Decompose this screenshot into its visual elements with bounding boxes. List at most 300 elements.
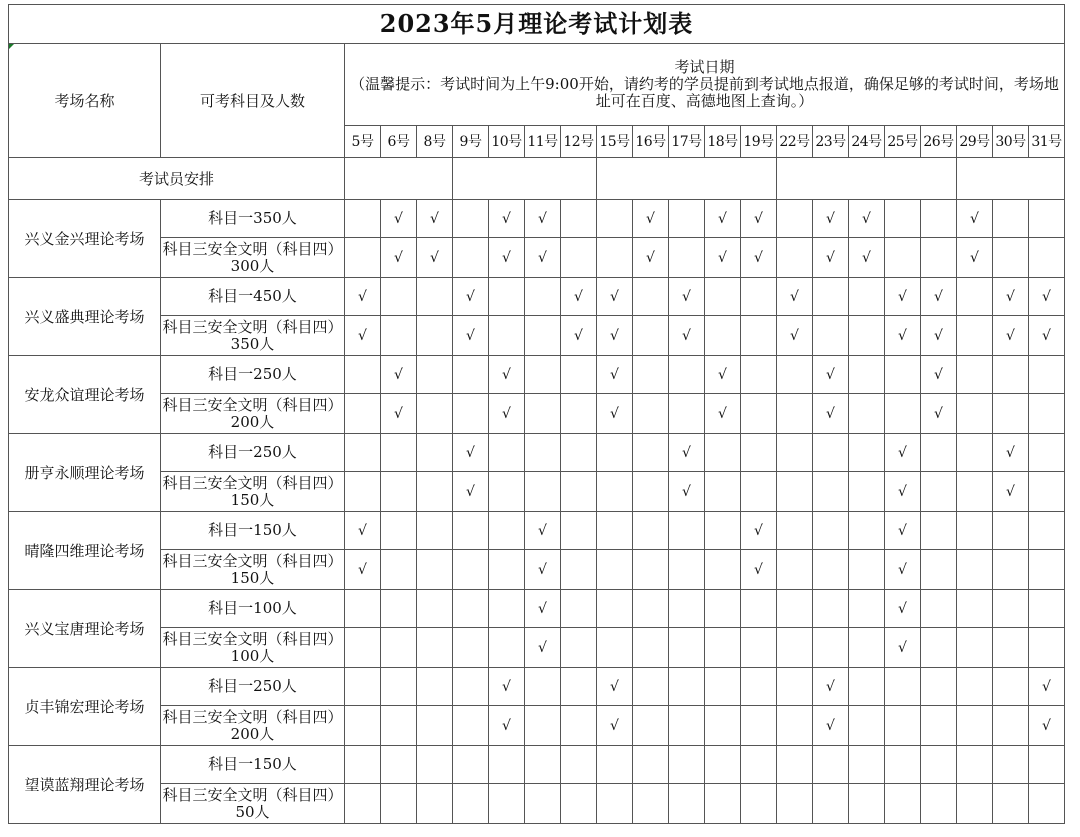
venue-name: 晴隆四维理论考场 (9, 512, 161, 590)
check-mark: √ (489, 238, 525, 278)
check-mark: √ (489, 200, 525, 238)
check-mark: √ (957, 200, 993, 238)
empty-cell (993, 628, 1029, 668)
empty-cell (453, 668, 489, 706)
day-header: 22号 (777, 126, 813, 158)
empty-cell (633, 356, 669, 394)
empty-cell (417, 590, 453, 628)
check-mark: √ (381, 394, 417, 434)
empty-cell (669, 550, 705, 590)
check-mark: √ (381, 200, 417, 238)
check-mark: √ (921, 278, 957, 316)
check-mark: √ (741, 238, 777, 278)
venue-name: 望谟蓝翔理论考场 (9, 746, 161, 824)
empty-cell (381, 746, 417, 784)
empty-cell (957, 394, 993, 434)
check-mark: √ (669, 316, 705, 356)
empty-cell (993, 746, 1029, 784)
empty-cell (705, 784, 741, 824)
empty-cell (633, 512, 669, 550)
empty-cell (921, 590, 957, 628)
empty-cell (777, 628, 813, 668)
check-mark: √ (885, 472, 921, 512)
check-mark: √ (597, 356, 633, 394)
empty-cell (813, 472, 849, 512)
empty-cell (417, 512, 453, 550)
empty-cell (489, 512, 525, 550)
empty-cell (741, 394, 777, 434)
empty-cell (849, 784, 885, 824)
empty-cell (993, 356, 1029, 394)
empty-cell (777, 784, 813, 824)
check-mark: √ (489, 394, 525, 434)
exam-date-title: 考试日期 (674, 58, 735, 76)
empty-cell (417, 434, 453, 472)
check-mark: √ (705, 356, 741, 394)
empty-cell (993, 706, 1029, 746)
check-mark: √ (921, 394, 957, 434)
empty-cell (561, 590, 597, 628)
check-mark: √ (885, 550, 921, 590)
empty-cell (1029, 746, 1065, 784)
check-mark: √ (381, 238, 417, 278)
check-mark: √ (1029, 668, 1065, 706)
empty-cell (669, 200, 705, 238)
empty-cell (777, 394, 813, 434)
empty-cell (957, 550, 993, 590)
empty-cell (597, 472, 633, 512)
check-mark: √ (345, 316, 381, 356)
check-mark: √ (849, 238, 885, 278)
empty-cell (777, 746, 813, 784)
check-mark: √ (813, 238, 849, 278)
table-row (9, 512, 1065, 550)
day-header: 8号 (417, 126, 453, 158)
empty-cell (345, 628, 381, 668)
day-header: 24号 (849, 126, 885, 158)
empty-cell (777, 200, 813, 238)
empty-cell (597, 628, 633, 668)
empty-cell (633, 472, 669, 512)
empty-cell (1029, 784, 1065, 824)
check-mark: √ (705, 200, 741, 238)
empty-cell (453, 784, 489, 824)
check-mark: √ (741, 550, 777, 590)
empty-cell (1029, 434, 1065, 472)
check-mark: √ (957, 238, 993, 278)
empty-cell (705, 472, 741, 512)
subject-quota: 科目三安全文明（科目四）300人 (161, 238, 345, 278)
empty-cell (417, 668, 453, 706)
exam-date-note: （温馨提示：考试时间为上午9:00开始，请约考的学员提前到考试地点报道，确保足够的考试时间，考场地址可在百度、高德地图上查询。） (350, 75, 1059, 110)
empty-cell (669, 512, 705, 550)
table-row (9, 200, 1065, 238)
examiner-slot (345, 158, 453, 200)
empty-cell (561, 434, 597, 472)
empty-cell (957, 472, 993, 512)
check-mark: √ (525, 590, 561, 628)
check-mark: √ (597, 316, 633, 356)
empty-cell (345, 472, 381, 512)
empty-cell (633, 746, 669, 784)
examiner-slot (777, 158, 957, 200)
empty-cell (777, 356, 813, 394)
check-mark: √ (993, 316, 1029, 356)
empty-cell (489, 434, 525, 472)
empty-cell (921, 472, 957, 512)
empty-cell (381, 550, 417, 590)
check-mark: √ (777, 316, 813, 356)
empty-cell (777, 706, 813, 746)
empty-cell (345, 238, 381, 278)
empty-cell (957, 706, 993, 746)
empty-cell (489, 316, 525, 356)
check-mark: √ (489, 668, 525, 706)
empty-cell (921, 746, 957, 784)
empty-cell (885, 784, 921, 824)
empty-cell (345, 200, 381, 238)
check-mark: √ (669, 434, 705, 472)
empty-cell (633, 434, 669, 472)
empty-cell (705, 706, 741, 746)
examiner-slot (453, 158, 597, 200)
check-mark: √ (561, 316, 597, 356)
empty-cell (561, 668, 597, 706)
check-mark: √ (345, 278, 381, 316)
empty-cell (1029, 356, 1065, 394)
check-mark: √ (633, 200, 669, 238)
empty-cell (813, 434, 849, 472)
empty-cell (633, 550, 669, 590)
empty-cell (669, 706, 705, 746)
empty-cell (741, 668, 777, 706)
empty-cell (345, 668, 381, 706)
check-mark: √ (885, 512, 921, 550)
empty-cell (741, 434, 777, 472)
empty-cell (921, 668, 957, 706)
empty-cell (741, 628, 777, 668)
empty-cell (813, 628, 849, 668)
empty-cell (489, 784, 525, 824)
check-mark: √ (453, 472, 489, 512)
table-row (9, 746, 1065, 784)
venue-name: 兴义宝唐理论考场 (9, 590, 161, 668)
empty-cell (381, 668, 417, 706)
empty-cell (525, 316, 561, 356)
table-row (9, 278, 1065, 316)
empty-cell (885, 706, 921, 746)
check-mark: √ (921, 316, 957, 356)
empty-cell (813, 590, 849, 628)
check-mark: √ (1029, 706, 1065, 746)
check-mark: √ (597, 706, 633, 746)
empty-cell (813, 512, 849, 550)
empty-cell (849, 394, 885, 434)
empty-cell (489, 278, 525, 316)
subject-quota: 科目三安全文明（科目四）150人 (161, 472, 345, 512)
empty-cell (741, 784, 777, 824)
empty-cell (957, 278, 993, 316)
empty-cell (957, 784, 993, 824)
day-header: 10号 (489, 126, 525, 158)
exam-plan-table (8, 4, 1065, 824)
empty-cell (957, 628, 993, 668)
check-mark: √ (885, 590, 921, 628)
check-mark: √ (813, 356, 849, 394)
day-header: 6号 (381, 126, 417, 158)
empty-cell (381, 316, 417, 356)
table-row (9, 784, 1065, 824)
empty-cell (561, 200, 597, 238)
empty-cell (741, 472, 777, 512)
empty-cell (849, 434, 885, 472)
empty-cell (957, 316, 993, 356)
empty-cell (561, 356, 597, 394)
empty-cell (381, 590, 417, 628)
empty-cell (345, 394, 381, 434)
empty-cell (417, 550, 453, 590)
empty-cell (417, 472, 453, 512)
empty-cell (885, 200, 921, 238)
empty-cell (453, 394, 489, 434)
empty-cell (993, 784, 1029, 824)
check-mark: √ (705, 394, 741, 434)
empty-cell (525, 356, 561, 394)
empty-cell (597, 434, 633, 472)
subject-quota: 科目一250人 (161, 668, 345, 706)
table-row (9, 434, 1065, 472)
empty-cell (921, 550, 957, 590)
check-mark: √ (921, 356, 957, 394)
empty-cell (489, 628, 525, 668)
empty-cell (669, 590, 705, 628)
empty-cell (417, 356, 453, 394)
day-header: 12号 (561, 126, 597, 158)
empty-cell (993, 512, 1029, 550)
empty-cell (777, 550, 813, 590)
header-exam-date (345, 44, 1065, 126)
empty-cell (561, 394, 597, 434)
examiner-slot (597, 158, 777, 200)
empty-cell (597, 200, 633, 238)
day-header: 23号 (813, 126, 849, 158)
empty-cell (813, 316, 849, 356)
empty-cell (525, 746, 561, 784)
empty-cell (921, 238, 957, 278)
examiner-arrangement-label: 考试员安排 (9, 158, 345, 200)
empty-cell (453, 356, 489, 394)
day-header: 16号 (633, 126, 669, 158)
check-mark: √ (813, 200, 849, 238)
empty-cell (849, 746, 885, 784)
check-mark: √ (525, 512, 561, 550)
check-mark: √ (597, 668, 633, 706)
empty-cell (453, 200, 489, 238)
empty-cell (993, 668, 1029, 706)
empty-cell (705, 590, 741, 628)
empty-cell (489, 746, 525, 784)
check-mark: √ (417, 238, 453, 278)
day-header: 31号 (1029, 126, 1065, 158)
empty-cell (669, 784, 705, 824)
venue-name: 兴义盛典理论考场 (9, 278, 161, 356)
check-mark: √ (993, 434, 1029, 472)
empty-cell (669, 668, 705, 706)
table-row (9, 238, 1065, 278)
empty-cell (561, 784, 597, 824)
empty-cell (597, 784, 633, 824)
empty-cell (453, 746, 489, 784)
subject-quota: 科目一100人 (161, 590, 345, 628)
empty-cell (525, 394, 561, 434)
empty-cell (669, 238, 705, 278)
empty-cell (777, 668, 813, 706)
empty-cell (525, 434, 561, 472)
empty-cell (957, 668, 993, 706)
empty-cell (633, 628, 669, 668)
empty-cell (525, 668, 561, 706)
check-mark: √ (741, 512, 777, 550)
empty-cell (453, 512, 489, 550)
table-row (9, 394, 1065, 434)
check-mark: √ (345, 550, 381, 590)
day-header: 18号 (705, 126, 741, 158)
empty-cell (525, 278, 561, 316)
empty-cell (849, 512, 885, 550)
check-mark: √ (993, 278, 1029, 316)
venue-name: 册亨永顺理论考场 (9, 434, 161, 512)
check-mark: √ (1029, 278, 1065, 316)
header-subjects: 可考科目及人数 (161, 44, 345, 158)
empty-cell (813, 784, 849, 824)
empty-cell (417, 278, 453, 316)
empty-cell (561, 550, 597, 590)
check-mark: √ (525, 238, 561, 278)
check-mark: √ (993, 472, 1029, 512)
check-mark: √ (453, 316, 489, 356)
check-mark: √ (669, 472, 705, 512)
empty-cell (633, 784, 669, 824)
day-header: 19号 (741, 126, 777, 158)
empty-cell (417, 746, 453, 784)
empty-cell (885, 668, 921, 706)
empty-cell (777, 590, 813, 628)
empty-cell (1029, 590, 1065, 628)
day-header: 26号 (921, 126, 957, 158)
empty-cell (885, 746, 921, 784)
empty-cell (741, 278, 777, 316)
empty-cell (741, 356, 777, 394)
table-title: 2023年5月理论考试计划表 (9, 5, 1065, 44)
empty-cell (849, 356, 885, 394)
empty-cell (705, 628, 741, 668)
check-mark: √ (885, 278, 921, 316)
subject-quota: 科目三安全文明（科目四）200人 (161, 706, 345, 746)
empty-cell (597, 512, 633, 550)
empty-cell (525, 784, 561, 824)
empty-cell (849, 706, 885, 746)
check-mark: √ (381, 356, 417, 394)
check-mark: √ (849, 200, 885, 238)
empty-cell (1029, 472, 1065, 512)
empty-cell (993, 550, 1029, 590)
empty-cell (705, 550, 741, 590)
check-mark: √ (885, 316, 921, 356)
empty-cell (957, 512, 993, 550)
check-mark: √ (525, 628, 561, 668)
empty-cell (849, 550, 885, 590)
check-mark: √ (633, 238, 669, 278)
empty-cell (993, 200, 1029, 238)
empty-cell (417, 628, 453, 668)
empty-cell (993, 394, 1029, 434)
check-mark: √ (813, 706, 849, 746)
day-header: 29号 (957, 126, 993, 158)
empty-cell (849, 628, 885, 668)
day-header: 5号 (345, 126, 381, 158)
subject-quota: 科目一450人 (161, 278, 345, 316)
check-mark: √ (453, 434, 489, 472)
subject-quota: 科目一150人 (161, 746, 345, 784)
empty-cell (561, 628, 597, 668)
empty-cell (417, 394, 453, 434)
subject-quota: 科目三安全文明（科目四）150人 (161, 550, 345, 590)
subject-quota: 科目一250人 (161, 434, 345, 472)
table-row (9, 628, 1065, 668)
empty-cell (453, 590, 489, 628)
table-row (9, 356, 1065, 394)
empty-cell (1029, 394, 1065, 434)
empty-cell (561, 512, 597, 550)
empty-cell (381, 512, 417, 550)
empty-cell (1029, 550, 1065, 590)
day-header: 11号 (525, 126, 561, 158)
empty-cell (381, 278, 417, 316)
empty-cell (381, 784, 417, 824)
check-mark: √ (453, 278, 489, 316)
empty-cell (489, 550, 525, 590)
empty-cell (633, 590, 669, 628)
subject-quota: 科目三安全文明（科目四）50人 (161, 784, 345, 824)
empty-cell (633, 706, 669, 746)
empty-cell (1029, 238, 1065, 278)
empty-cell (669, 394, 705, 434)
empty-cell (597, 550, 633, 590)
empty-cell (525, 706, 561, 746)
empty-cell (813, 746, 849, 784)
check-mark: √ (813, 394, 849, 434)
empty-cell (345, 590, 381, 628)
subject-quota: 科目三安全文明（科目四）100人 (161, 628, 345, 668)
empty-cell (705, 316, 741, 356)
empty-cell (957, 356, 993, 394)
table-row (9, 668, 1065, 706)
check-mark: √ (705, 238, 741, 278)
check-mark: √ (669, 278, 705, 316)
venue-name: 贞丰锦宏理论考场 (9, 668, 161, 746)
check-mark: √ (777, 278, 813, 316)
check-mark: √ (597, 394, 633, 434)
subject-quota: 科目三安全文明（科目四）200人 (161, 394, 345, 434)
empty-cell (849, 316, 885, 356)
empty-cell (705, 746, 741, 784)
empty-cell (813, 278, 849, 316)
empty-cell (885, 394, 921, 434)
empty-cell (777, 238, 813, 278)
empty-cell (705, 434, 741, 472)
empty-cell (957, 590, 993, 628)
empty-cell (993, 238, 1029, 278)
